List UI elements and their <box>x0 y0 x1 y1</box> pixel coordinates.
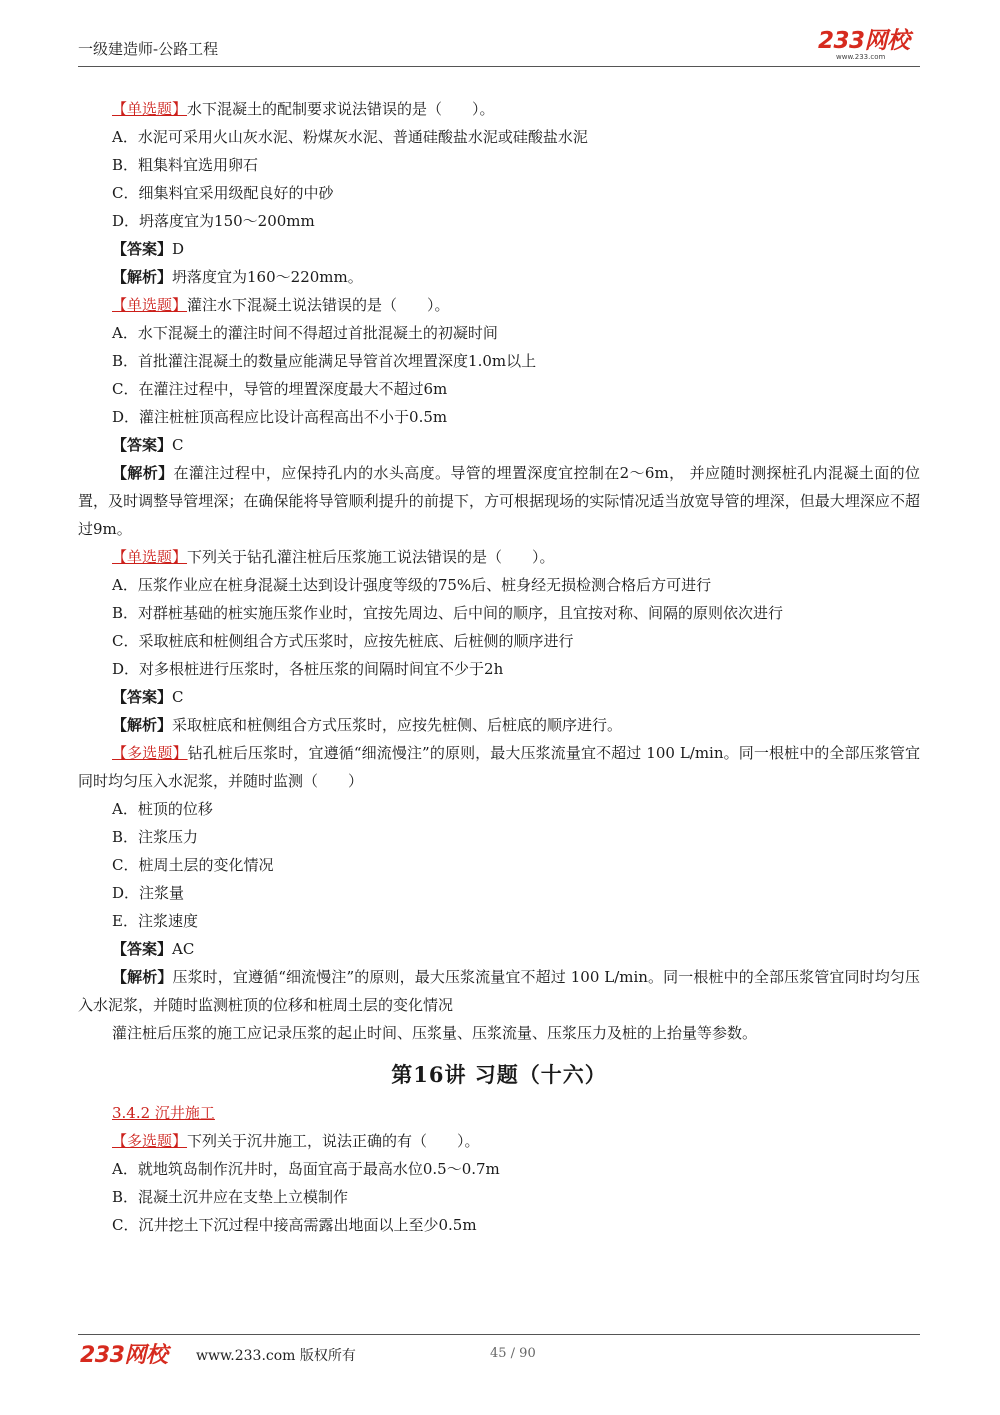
header-divider <box>78 66 920 67</box>
analysis: 【解析】采取桩底和桩侧组合方式压浆时，应按先桩侧、后桩底的顺序进行。 <box>112 716 623 734</box>
brand-logo[interactable] <box>818 28 922 64</box>
content <box>78 95 920 1239</box>
option: A．水下混凝土的灌注时间不得超过首批混凝土的初凝时间 <box>112 324 498 342</box>
option: B．注浆压力 <box>112 828 199 846</box>
option: A．水泥可采用火山灰水泥、粉煤灰水泥、普通硅酸盐水泥或硅酸盐水泥 <box>112 128 588 146</box>
option: D．灌注桩桩顶高程应比设计高程高出不小于0.5m <box>112 408 448 426</box>
option: E．注浆速度 <box>112 912 198 930</box>
option: D．坍落度宜为150～200mm <box>112 212 315 230</box>
option: B．粗集料宜选用卵石 <box>112 156 259 174</box>
option: C．桩周土层的变化情况 <box>112 856 274 874</box>
analysis-note: 灌注桩后压浆的施工应记录压浆的起止时间、压浆量、压浆流量、压浆压力及桩的上抬量等参数。 <box>112 1024 758 1042</box>
option: B．对群桩基础的桩实施压浆作业时，宜按先周边、后中间的顺序，且宜按对称、间隔的原则依次进行 <box>112 604 784 622</box>
option: C．在灌注过程中，导管的埋置深度最大不超过6m <box>112 380 448 398</box>
question-type-tag: 【单选题】 <box>112 100 188 118</box>
footer-logo[interactable]: 233网校 <box>80 1343 168 1368</box>
brand-logo-text: 233网校 <box>818 28 910 54</box>
question-stem: 【单选题】灌注水下混凝土说法错误的是（ ）。 <box>112 296 450 314</box>
question-type-tag: 【单选题】 <box>112 296 188 314</box>
page-number: 45 / 90 <box>490 1346 536 1361</box>
question-stem: 【多选题】下列关于沉井施工，说法正确的有（ ）。 <box>112 1132 480 1150</box>
section-heading: 第16讲 习题（十六） <box>391 1062 607 1087</box>
option: A．压浆作业应在桩身混凝土达到设计强度等级的75%后、桩身经无损检测合格后方可进行 <box>112 576 712 594</box>
brand-logo-url: www.233.com <box>836 53 886 61</box>
header-title: 一级建造师-公路工程 <box>78 40 219 58</box>
question-stem: 【多选题】钻孔桩后压浆时，宜遵循“细流慢注”的原则，最大压浆流量宜不超过 100 L/min。同一根桩中的全部压浆管宜同时均匀压入水泥浆，并随时监测（ ） <box>78 744 920 790</box>
option: B．首批灌注混凝土的数量应能满足导管首次埋置深度1.0m以上 <box>112 352 537 370</box>
option: A．桩顶的位移 <box>112 800 213 818</box>
analysis: 【解析】在灌注过程中，应保持孔内的水头高度。导管的埋置深度宜控制在2～6m， 并应随时测探桩孔内混凝土面的位置，及时调整导管埋深；在确保能将导管顺利提升的前提下，方可根据现场的实际情况适当放宽导管的埋深，但最大埋深应不超过9m。 <box>78 464 920 538</box>
option: C．采取桩底和桩侧组合方式压浆时，应按先桩底、后桩侧的顺序进行 <box>112 632 574 650</box>
footer-divider <box>78 1334 920 1335</box>
answer: 【答案】C <box>112 436 184 454</box>
subsection-link[interactable]: 3.4.2 沉井施工 <box>112 1104 215 1122</box>
analysis: 【解析】坍落度宜为160～220mm。 <box>112 268 363 286</box>
question-type-tag: 【多选题】 <box>112 1132 188 1150</box>
answer: 【答案】AC <box>112 940 195 958</box>
option: D．注浆量 <box>112 884 185 902</box>
analysis: 【解析】压浆时，宜遵循“细流慢注”的原则，最大压浆流量宜不超过 100 L/min。同一根桩中的全部压浆管宜同时均匀压入水泥浆，并随时监测桩顶的位移和桩周土层的变化情况 <box>78 968 920 1014</box>
answer: 【答案】C <box>112 688 184 706</box>
option: B．混凝土沉井应在支垫上立模制作 <box>112 1188 349 1206</box>
option: C．细集料宜采用级配良好的中砂 <box>112 184 334 202</box>
question-type-tag: 【多选题】 <box>112 744 188 762</box>
option: A．就地筑岛制作沉井时，岛面宜高于最高水位0.5～0.7m <box>112 1160 500 1178</box>
answer: 【答案】D <box>112 240 185 258</box>
option: C．沉井挖土下沉过程中接高需露出地面以上至少0.5m <box>112 1216 477 1234</box>
question-stem: 【单选题】下列关于钻孔灌注桩后压浆施工说法错误的是（ ）。 <box>112 548 555 566</box>
question-stem: 【单选题】水下混凝土的配制要求说法错误的是（ ）。 <box>112 100 495 118</box>
footer-copyright: www.233.com 版权所有 <box>196 1348 356 1364</box>
option: D．对多根桩进行压浆时，各桩压浆的间隔时间宜不少于2h <box>112 660 504 678</box>
question-type-tag: 【单选题】 <box>112 548 188 566</box>
